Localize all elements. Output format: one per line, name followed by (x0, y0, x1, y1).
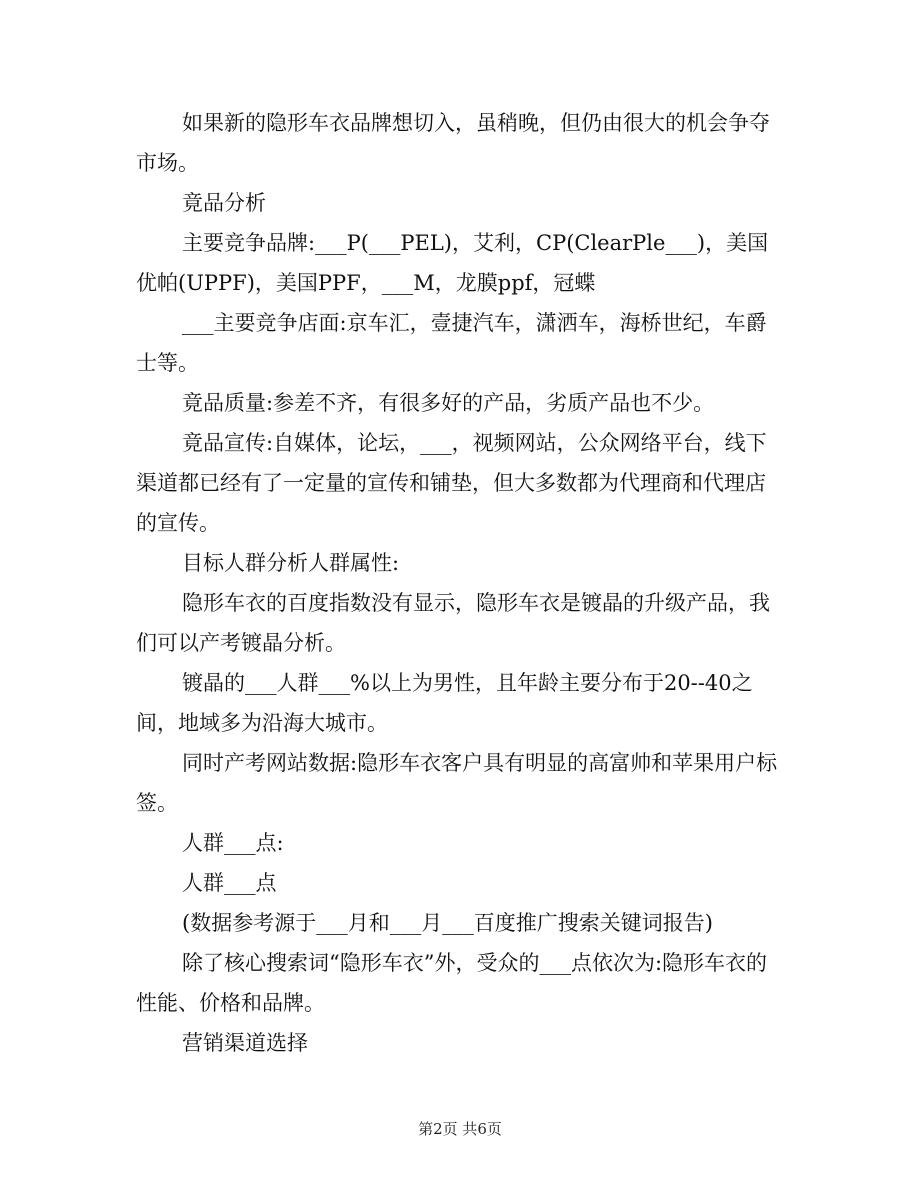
paragraph-baidu-index: 隐形车衣的百度指数没有显示，隐形车衣是镀晶的升级产品，我们可以产考镀晶分析。 (136, 591, 770, 655)
page-number: 第2页 共6页 (418, 1120, 502, 1138)
paragraph-data-source: (数据参考源于___月和___月___百度推广搜索关键词报告) (182, 911, 713, 935)
paragraph-market-entry: 如果新的隐形车衣品牌想切入，虽稍晚，但仍由很大的机会争夺市场。 (136, 111, 770, 175)
paragraph-website-data: 同时产考网站数据:隐形车衣客户具有明显的高富帅和苹果用户标签。 (136, 751, 778, 815)
line-audience-point-2: 人群___点 (182, 871, 277, 895)
paragraph-product-quality: 竟品质量:参差不齐，有很多好的产品，劣质产品也不少。 (182, 391, 715, 415)
paragraph-main-brands: 主要竞争品牌:___P(___PEL)，艾利，CP(ClearPle___)，美国优帕(UPPF)，美国PPF，___M，龙膜ppf，冠蝶 (136, 231, 769, 295)
paragraph-search-keywords: 除了核心搜索词“隐形车衣”外，受众的___点依次为:隐形车衣的性能、价格和品牌。 (136, 951, 768, 1015)
heading-competitor-analysis: 竟品分析 (182, 191, 266, 215)
line-audience-point-1: 人群___点: (182, 831, 284, 855)
paragraph-demographics: 镀晶的___人群___%以上为男性，且年龄主要分布于20--40之间，地域多为沿海大城市。 (136, 671, 753, 735)
paragraph-promotion: 竟品宣传:自媒体，论坛，___，视频网站，公众网络平台，线下渠道都已经有了一定量的宣传和铺垫，但大多数都为代理商和代理店的宣传。 (136, 431, 767, 535)
paragraph-main-stores: ___主要竞争店面:京车汇，壹捷汽车，潇洒车，海桥世纪，车爵士等。 (136, 311, 767, 375)
document-body (136, 103, 786, 1063)
heading-marketing-channels: 营销渠道选择 (182, 1031, 308, 1055)
heading-target-audience: 目标人群分析人群属性: (182, 551, 400, 575)
